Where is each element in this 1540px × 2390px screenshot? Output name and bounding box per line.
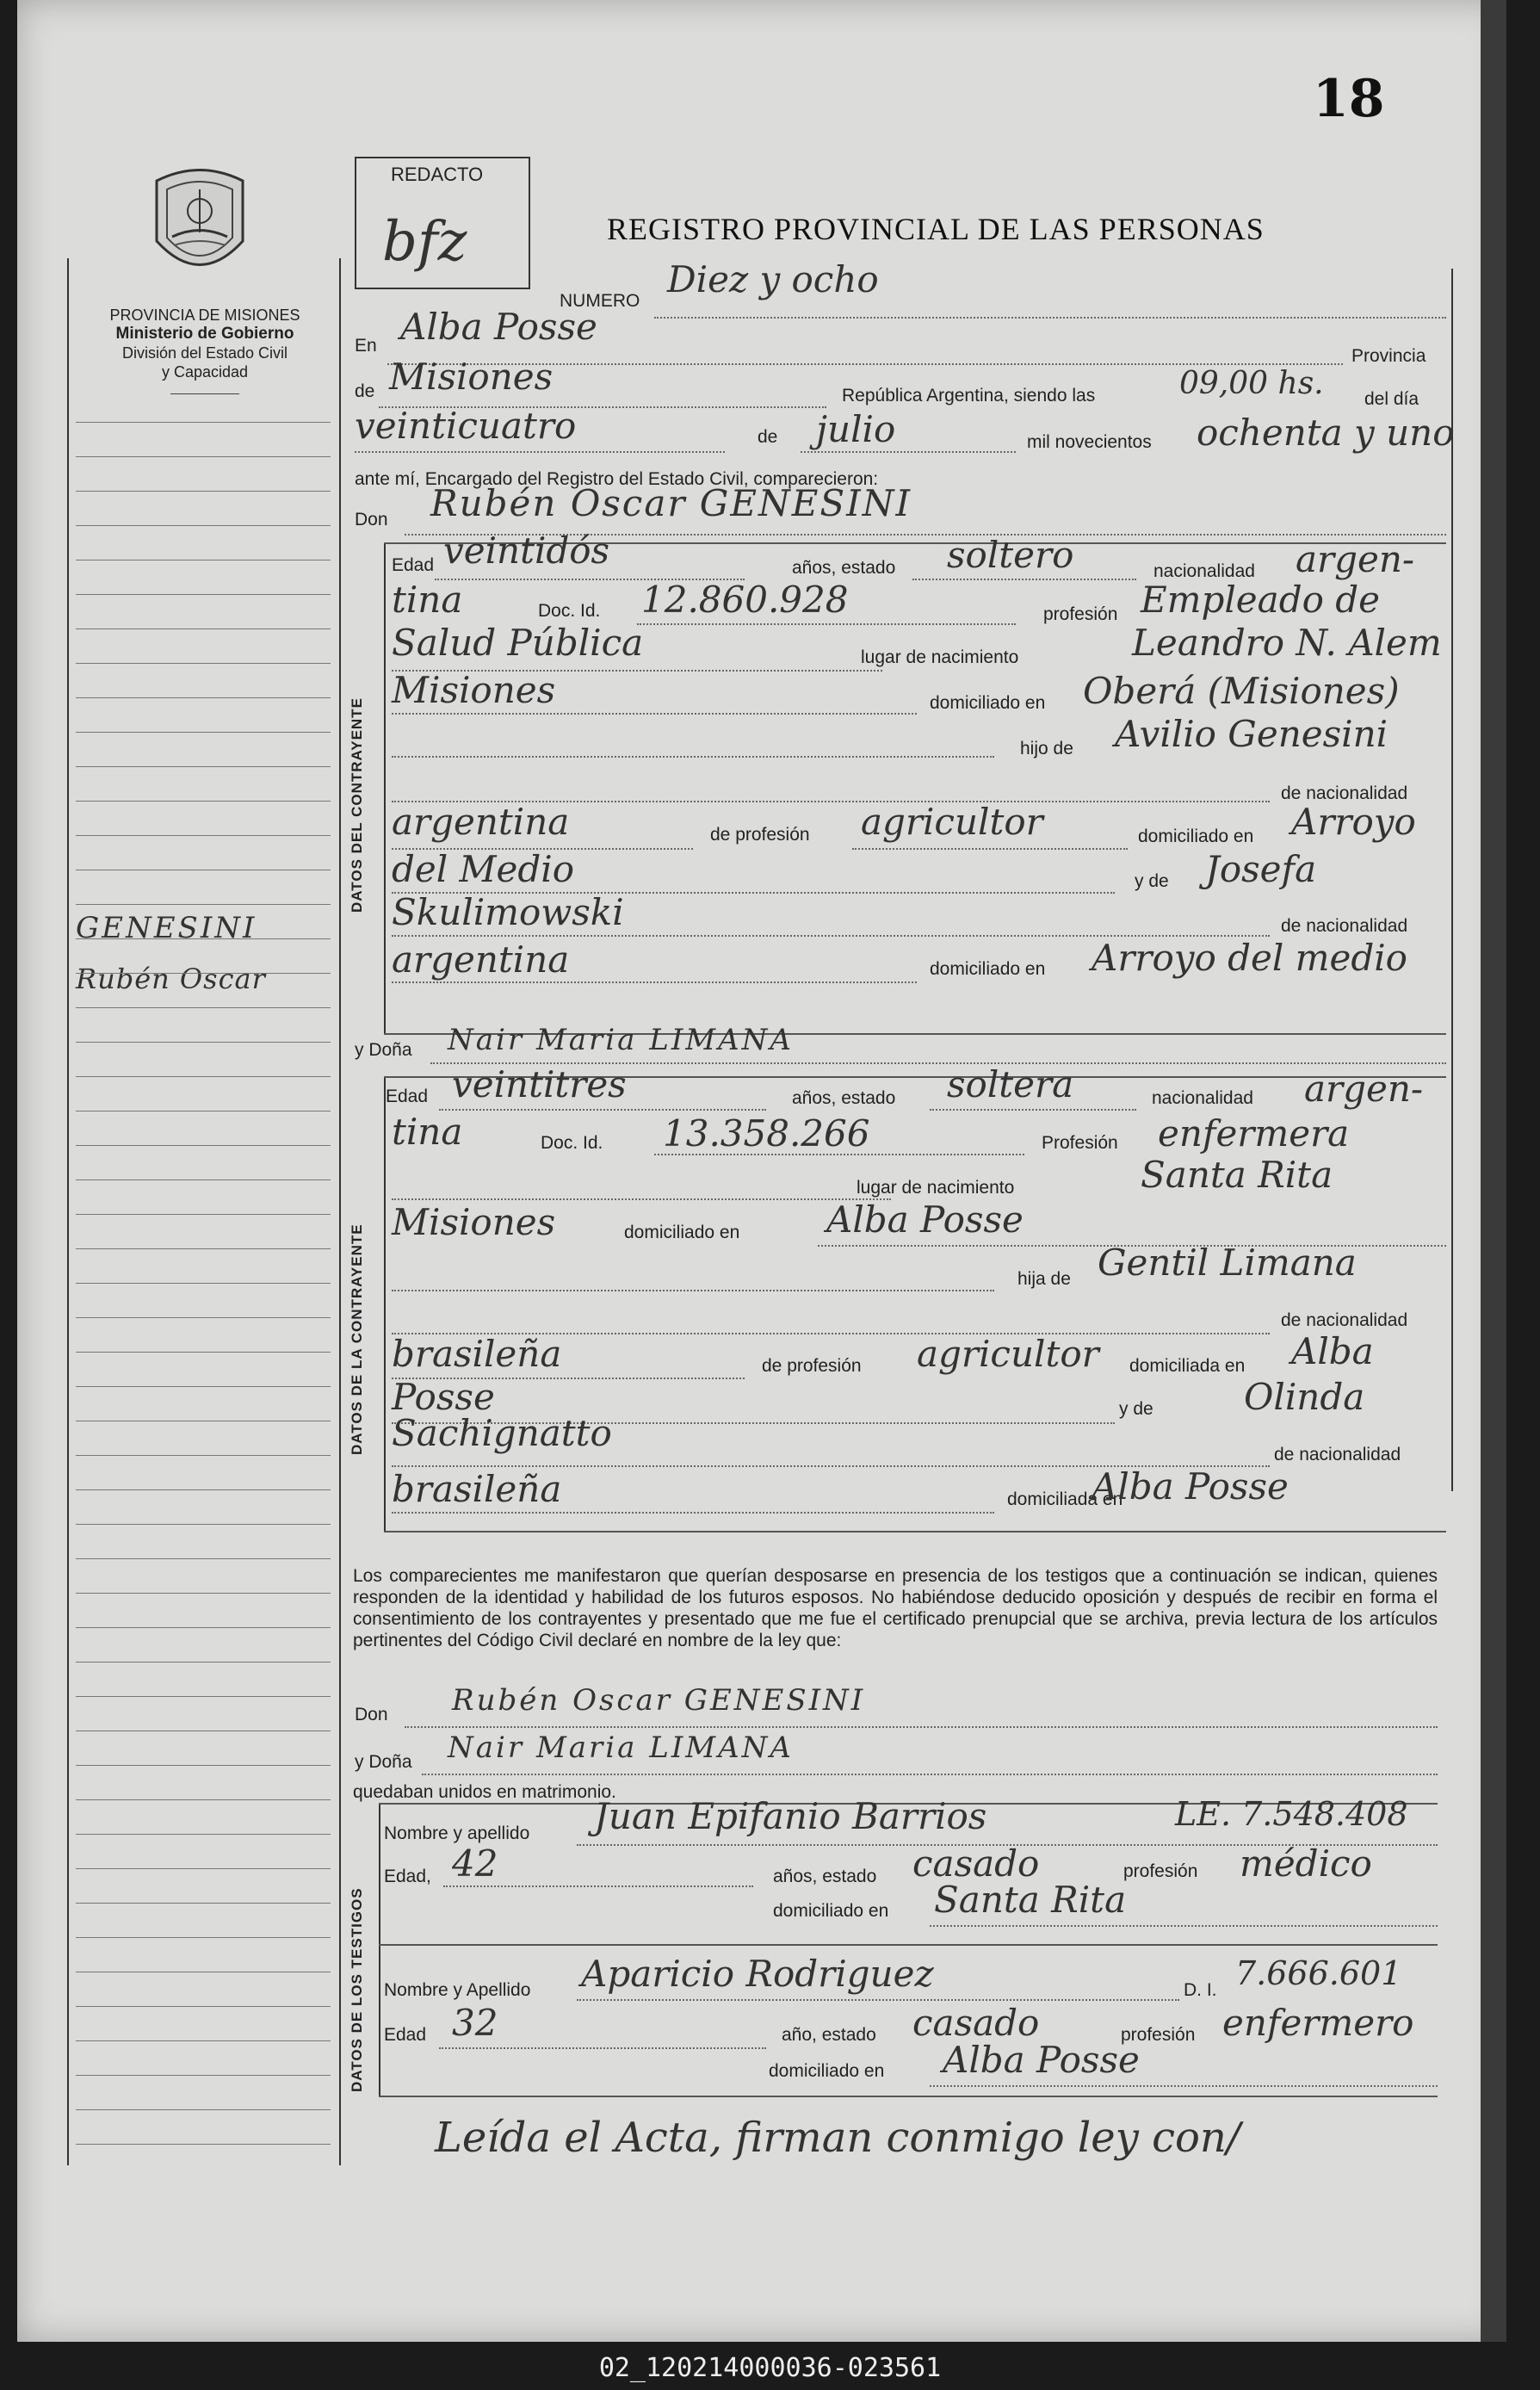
t1-estado-value: casado [912,1842,1040,1885]
c-de-nac2-label: de nacionalidad [1281,916,1408,936]
margin-ruled-line [76,766,331,767]
c-madre-nac: argentina [392,938,570,981]
margin-ruled-line [76,1386,331,1387]
c-doc-label: Doc. Id. [538,601,601,621]
de-value: Misiones [389,356,554,398]
mes-value: julio [816,408,896,450]
contrayente-side-label: DATOS DEL CONTRAYENTE [349,697,365,913]
t2-edad-value: 32 [452,2002,498,2044]
margin-ruled-line [76,422,331,423]
f-prof-value: enfermera [1158,1112,1350,1155]
document-title: REGISTRO PROVINCIAL DE LAS PERSONAS [607,212,1265,246]
f-de-nac2-label: de nacionalidad [1274,1445,1401,1464]
margin-ruled-line [76,1283,331,1284]
c-padre-dom2: del Medio [392,848,574,890]
c-lugar-value: Leandro N. Alem [1132,622,1442,664]
en-label: En [355,336,377,356]
margin-ruled-line [76,663,331,664]
de-label: de [355,381,375,401]
c-estado-value: soltero [947,534,1074,576]
closing-line: Leída el Acta, firman conmigo ley con/ [435,2114,1240,2162]
f-y-de-label: y de [1119,1399,1153,1419]
margin-ruled-line [76,697,331,698]
t2-estado-value: casado [912,2002,1040,2044]
unidos-label: quedaban unidos en matrimonio. [353,1782,616,1802]
margin-ruled-line [76,1799,331,1800]
don-value: Rubén Oscar GENESINI [430,482,912,524]
margin-ruled-line [76,2075,331,2076]
margin-ruled-line [76,1145,331,1146]
t1-doc-value: LE. 7.548.408 [1175,1795,1408,1833]
t2-anios-label: año, estado [782,2025,876,2045]
testigos-side-label: DATOS DE LOS TESTIGOS [349,1887,365,2092]
margin-ruled-line [76,525,331,526]
contrayenta-box-left [384,1076,386,1532]
t2-doc-label: D. I. [1184,1980,1217,2000]
c-padre-value: Avilio Genesini [1115,713,1388,755]
c-de-prof-label: de profesión [710,825,810,845]
redacto-label: REDACTO [391,164,484,185]
margin-ruled-line [76,835,331,836]
c-dom2-label: domiciliado en [1138,827,1254,846]
c-dom3-label: domiciliado en [930,959,1046,979]
org-line-2: Ministerio de Gobierno [115,325,294,343]
margin-ruled-line [76,904,331,905]
f-prof-label: Profesión [1042,1133,1118,1153]
f-edad-label: Edad [386,1087,429,1106]
testigos-box-bottom [379,2096,1438,2097]
t1-dom-label: domiciliado en [773,1901,889,1921]
testigos-divider [379,1944,1438,1946]
decl-dona-label: y Doña [355,1752,412,1772]
left-column-border [67,258,69,2165]
t2-dom-value: Alba Posse [943,2039,1140,2081]
margin-ruled-line [76,2109,331,2110]
c-doc-value: 12.860.928 [641,579,849,621]
c-lugar-value2: Misiones [392,669,556,711]
f-madre-value2: Sachignatto [392,1412,612,1454]
c-padre-dom: Arroyo [1291,801,1416,843]
margin-ruled-line [76,973,331,974]
decl-dona-value: Nair Maria LIMANA [448,1731,794,1765]
binder-edge [1481,0,1506,2342]
t2-nombre-value: Aparicio Rodriguez [581,1953,934,1995]
margin-ruled-line [76,1937,331,1938]
ante-label: ante mí, Encargado del Registro del Estado Civil, comparecieron: [355,469,879,489]
c-dom-label: domiciliado en [930,693,1046,713]
t2-prof-value: enfermero [1222,2002,1414,2044]
y-dona-label: y Doña [355,1040,412,1060]
org-line-3: División del Estado Civil [121,344,288,362]
left-column [69,258,341,394]
f-de-prof-label: de profesión [762,1356,862,1376]
margin-ruled-line [76,1834,331,1835]
margin-ruled-line [76,1248,331,1249]
c-de-nac-label: de nacionalidad [1281,783,1408,803]
t1-prof-value: médico [1240,1842,1372,1885]
page-number: 18 [1313,69,1385,129]
margin-ruled-line [76,1903,331,1904]
t2-edad-label: Edad [384,2025,427,2045]
en-value: Alba Posse [400,306,597,348]
f-dom-value: Alba Posse [826,1198,1024,1241]
t2-nombre-label: Nombre y Apellido [384,1980,531,2000]
org-line-1: PROVINCIA DE MISIONES [109,306,300,324]
f-nac-value2: tina [392,1111,463,1153]
footer-id: 02_120214000036-023561 [598,2353,942,2383]
c-prof-value2: Salud Pública [392,622,644,664]
contrayenta-box-bottom [384,1531,1446,1532]
testigos-box-left [379,1804,380,2096]
redacto-initials: bfz [382,210,467,274]
margin-ruled-line [76,2144,331,2145]
org-line-4: y Capacidad [161,363,249,381]
c-hijo-label: hijo de [1020,739,1073,758]
margin-ruled-line [76,732,331,733]
margin-ruled-line [76,1352,331,1353]
margin-ruled-line [76,2040,331,2041]
margin-ruled-line [76,1765,331,1766]
c-edad-value: veintidós [443,529,610,572]
f-padre-dom2: Posse [392,1376,495,1418]
margin-ruled-line [76,1696,331,1697]
contrayenta-side-label: DATOS DE LA CONTRAYENTE [349,1223,365,1455]
numero-label: NUMERO [560,291,640,311]
margin-ruled-line [76,1524,331,1525]
margin-ruled-line [76,938,331,939]
t1-edad-label: Edad, [384,1867,431,1886]
c-edad-label: Edad [392,555,435,575]
margin-given-names: Rubén Oscar [76,963,266,995]
t1-anios-label: años, estado [773,1867,877,1886]
f-padre-prof: agricultor [917,1333,1099,1375]
decl-don-value: Rubén Oscar GENESINI [452,1683,866,1718]
del-dia-label: del día [1364,389,1419,409]
margin-ruled-line [76,801,331,802]
margin-ruled-line [76,628,331,629]
margin-ruled-line [76,1558,331,1559]
f-dom3-label: domiciliada en [1007,1489,1123,1509]
margin-ruled-line [76,1489,331,1490]
f-doc-value: 13.358.266 [663,1112,870,1155]
f-padre-nac: brasileña [392,1333,562,1375]
f-nac-value: argen- [1304,1068,1424,1110]
f-dom-label: domiciliado en [624,1223,740,1242]
c-prof-value: Empleado de [1141,579,1380,621]
don-label: Don [355,510,388,529]
f-hija-label: hija de [1017,1269,1071,1289]
hora-value: 09,00 hs. [1179,366,1324,401]
margin-ruled-line [76,594,331,595]
f-padre-dom: Alba [1291,1330,1374,1372]
t2-dom-label: domiciliado en [769,2061,885,2081]
provincia-label: Provincia [1351,346,1426,366]
c-prof-label: profesión [1043,604,1118,624]
f-edad-value: veintitres [452,1063,627,1105]
margin-ruled-line [76,491,331,492]
margin-ruled-line [76,1317,331,1318]
c-madre-value: Josefa [1205,848,1317,890]
margin-ruled-line [76,1593,331,1594]
margin-surname: GENESINI [76,911,257,945]
f-anios-label: años, estado [792,1088,896,1108]
c-nac-value: argen- [1296,538,1415,580]
f-de-nac-label: de nacionalidad [1281,1310,1408,1330]
org-rule [170,393,239,394]
f-estado-value: soltera [947,1063,1074,1105]
margin-ruled-line [76,1214,331,1215]
declaration-paragraph: Los comparecientes me manifestaron que querían desposarse en presencia de los testigos que a continuación se indican, quienes responden de la identidad y habilidad de los futuros esposos. No habiéndose deducido oposición y después de recibir en forma el consentimiento de los contrayentes y presentado que me fue el certificado prenupcial que se archiva, previa lectura de los artículos pertinentes del Código Civil declaré en nombre de la ley que: [353,1566,1438,1650]
margin-ruled-line [76,1868,331,1869]
republica-label: República Argentina, siendo las [842,386,1096,406]
f-lugar-value2: Misiones [392,1201,556,1243]
t2-doc-value: 7.666.601 [1235,1954,1402,1992]
c-nac-value2: tina [392,579,463,621]
margin-ruled-line [76,1007,331,1008]
f-lugar-value: Santa Rita [1141,1154,1333,1196]
t1-nombre-value: Juan Epifanio Barrios [594,1795,987,1837]
f-nac-label: nacionalidad [1152,1088,1253,1108]
c-madre-value2: Skulimowski [392,891,624,933]
f-madre-nac: brasileña [392,1468,562,1510]
contrayente-box-left [384,544,386,1035]
c-madre-dom: Arroyo del medio [1092,937,1407,979]
f-madre-value: Olinda [1244,1376,1365,1418]
redacto-box [355,157,530,289]
margin-ruled-line [76,1455,331,1456]
f-madre-dom: Alba Posse [1092,1465,1289,1508]
t2-prof-label: profesión [1121,2025,1196,2045]
t1-edad-value: 42 [452,1842,498,1885]
margin-ruled-line [76,1627,331,1628]
org-block [69,306,341,394]
c-y-de-label: y de [1135,871,1169,891]
t1-dom-value: Santa Rita [934,1879,1127,1921]
f-doc-label: Doc. Id. [541,1133,603,1153]
c-anios-label: años, estado [792,558,896,578]
t1-nombre-label: Nombre y apellido [384,1823,530,1843]
left-column-divider [339,258,341,2165]
f-dom2-label: domiciliada en [1129,1356,1246,1376]
t1-prof-label: profesión [1123,1861,1198,1881]
f-lugar-label: lugar de nacimiento [857,1178,1015,1198]
c-nac-label: nacionalidad [1153,561,1255,581]
c-padre-prof: agricultor [861,801,1043,843]
margin-ruled-line [76,1076,331,1077]
c-padre-nac: argentina [392,801,570,843]
margin-ruled-line [76,1042,331,1043]
de2-label: de [758,427,778,447]
anio-value: ochenta y uno [1197,412,1455,454]
mil-label: mil novecientos [1027,432,1152,452]
dona-value: Nair Maria LIMANA [448,1023,794,1057]
c-dom-value: Oberá (Misiones) [1083,670,1400,712]
f-padre-value: Gentil Limana [1098,1241,1357,1284]
dia-value: veinticuatro [355,405,577,447]
c-lugar-label: lugar de nacimiento [861,647,1019,667]
decl-don-label: Don [355,1705,388,1724]
margin-ruled-line [76,456,331,457]
margin-ruled-line [76,2006,331,2007]
numero-value: Diez y ocho [667,258,879,300]
